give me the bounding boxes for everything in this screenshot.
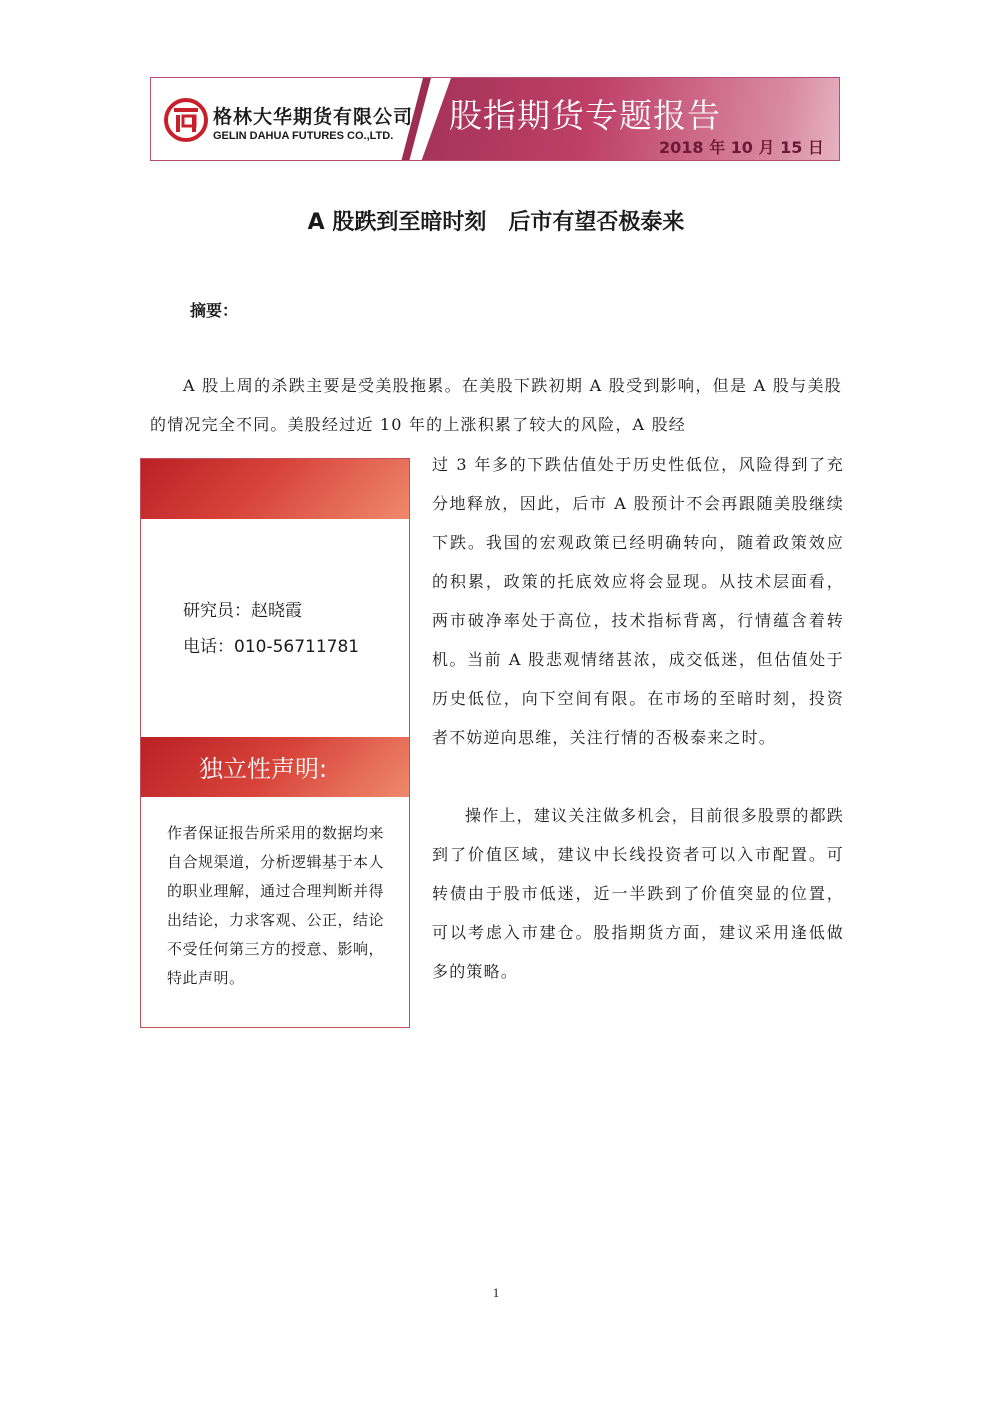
declaration-title: 独立性声明: bbox=[199, 755, 328, 783]
company-name-cn: 格林大华期货有限公司 bbox=[213, 106, 414, 128]
document-title: A 股跌到至暗时刻 后市有望否极泰来 bbox=[307, 210, 685, 235]
company-name-en: GELIN DAHUA FUTURES CO.,LTD. bbox=[213, 130, 394, 142]
paragraph-intro: A 股上周的杀跌主要是受美股拖累。在美股下跌初期 A 股受到影响，但是 A 股与美股的情况完全不同。美股经过近 10 年的上涨积累了较大的风险，A 股经 bbox=[150, 376, 842, 434]
report-type-title: 股指期货专题报告 bbox=[449, 96, 721, 135]
researcher-phone: 电话：010-56711781 bbox=[183, 637, 360, 657]
researcher-sidebar bbox=[140, 458, 410, 1028]
paragraph-strategy: 操作上，建议关注做多机会，目前很多股票的都跌到了价值区域，建议中长线投资者可以入市配置。可转债由于股市低迷，近一半跌到了价值突显的位置，可以考虑入市建仓。股指期货方面，建议采用逢低做多的策略。 bbox=[432, 806, 844, 981]
abstract-label: 摘要： bbox=[190, 301, 239, 320]
paragraph-analysis: 过 3 年多的下跌估值处于历史性低位，风险得到了充分地释放，因此，后市 A 股预计不会再跟随美股继续下跌。我国的宏观政策已经明确转向，随着政策效应的积累，政策的托底效应将会显现。从技术层面看，两市破净率处于高位，技术指标背离，行情蕴含着转机。当前 A 股悲观情绪甚浓，成交低迷，但估值处于历史低位，向下空间有限。在市场的至暗时刻，投资者不妨逆向思维，关注行情的否极泰来之时。 bbox=[432, 455, 844, 747]
header-banner bbox=[150, 77, 840, 161]
sidebar-top-band bbox=[141, 459, 409, 519]
gelin-dahua-logo-icon bbox=[164, 98, 208, 142]
page-number: 1 bbox=[492, 1285, 500, 1300]
researcher-name: 研究员：赵晓霞 bbox=[183, 601, 302, 621]
report-date: 2018 年 10 月 15 日 bbox=[659, 138, 824, 157]
declaration-body: 作者保证报告所采用的数据均来自合规渠道，分析逻辑基于本人的职业理解，通过合理判断并得出结论，力求客观、公正，结论不受任何第三方的授意、影响，特此声明。 bbox=[167, 824, 385, 987]
